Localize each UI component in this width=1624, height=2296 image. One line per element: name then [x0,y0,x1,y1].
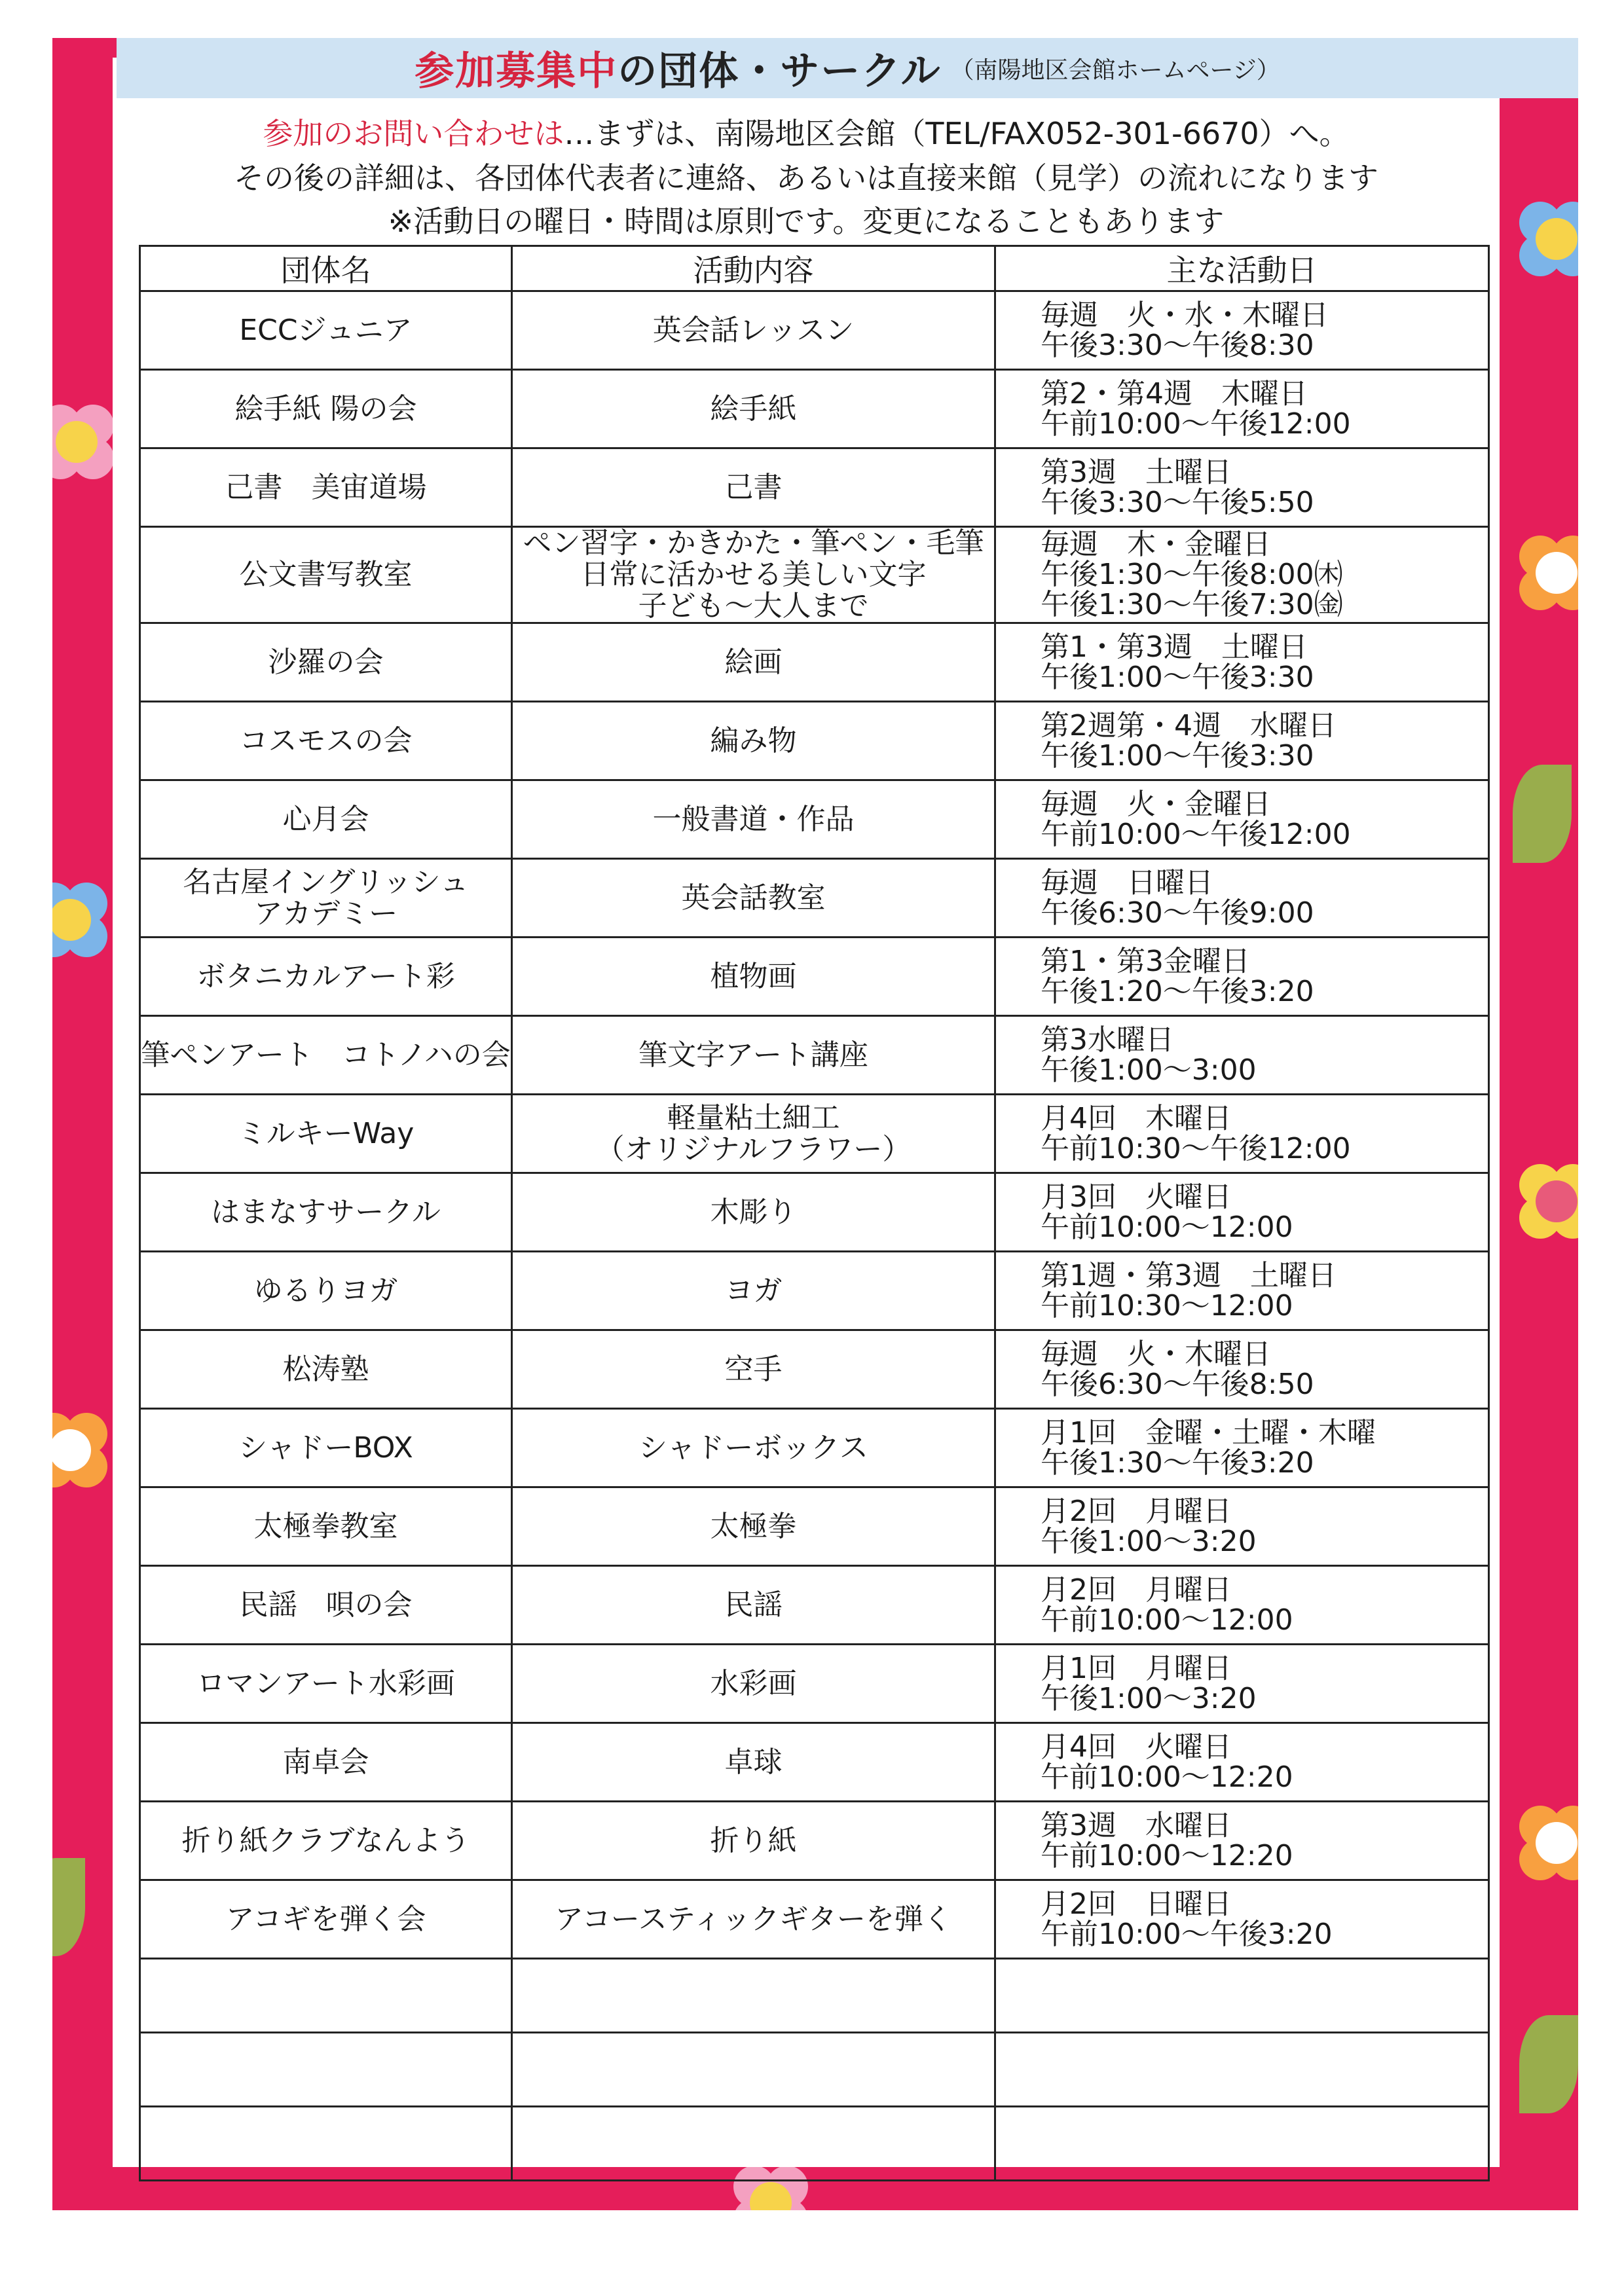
group-name-cell [140,1880,512,1959]
group-name-cell-line: ボタニカルアート彩 [196,959,455,993]
activity-content-cell [512,1566,995,1645]
intro-contact: …まずは、南陽地区会館（TEL/FAX052-301-6670）へ。 [564,116,1350,151]
schedule-cell [995,1487,1489,1566]
empty-cell [140,1959,512,2033]
table-row [140,1330,1489,1409]
schedule-cell [995,1173,1489,1252]
group-name-cell [140,1252,512,1330]
activity-content-cell [512,1880,995,1959]
schedule-cell [995,938,1489,1016]
table-row [140,370,1489,448]
activity-content-cell-line: 英会話教室 [681,881,826,915]
schedule-cell-line: 午後1:00～午後3:30 [1041,738,1314,773]
schedule-cell-line: 午後3:30～午後5:50 [1041,485,1314,519]
group-name-cell [140,1330,512,1409]
activity-content-cell-line: 筆文字アート講座 [638,1038,868,1072]
schedule-cell [995,1723,1489,1802]
leaf-icon [1513,765,1572,863]
schedule-cell-line: 月4回 火曜日 [1041,1730,1232,1764]
schedule-cell [995,1095,1489,1173]
leaf-icon [52,1858,85,1956]
title-highlight: 参加募集中 [415,48,618,94]
schedule-cell-line: 午前10:00～12:00 [1041,1603,1293,1637]
activity-content-cell-line: 一般書道・作品 [652,802,855,836]
empty-cell [512,2107,995,2181]
title-source: （南陽地区会館ホームページ） [950,56,1280,84]
schedule-cell-line: 午後1:30～午後7:30㈮ [1041,588,1343,621]
activity-content-cell [512,291,995,370]
table-row [140,1252,1489,1330]
group-name-cell [140,527,512,623]
page-title: の団体・サークル [618,48,942,94]
schedule-cell [995,623,1489,702]
schedule-cell-line: 月1回 月曜日 [1041,1651,1232,1685]
group-name-cell-line: 折り紙クラブなんよう [181,1823,470,1857]
schedule-cell-line: 月2回 日曜日 [1041,1887,1232,1921]
group-name-cell [140,1723,512,1802]
activity-content-cell [512,1723,995,1802]
activity-content-cell-line: 民謡 [724,1588,783,1622]
table-row [140,623,1489,702]
group-name-cell-line: コスモスの会 [239,723,413,757]
schedule-cell [995,1016,1489,1095]
table-row [140,291,1489,370]
schedule-cell [995,1566,1489,1645]
group-name-cell-line: 沙羅の会 [268,645,384,679]
activity-content-cell-line: ヨガ [724,1273,783,1307]
schedule-cell-line: 第1・第3週 土曜日 [1041,630,1308,664]
schedule-cell-line: 毎週 火・金曜日 [1041,787,1271,821]
schedule-cell-line: 午後3:30～午後8:30 [1041,328,1314,362]
activity-content-cell-line: 己書 [724,470,783,504]
group-name-cell [140,448,512,527]
activity-content-cell-line: （オリジナルフラワー） [595,1132,912,1166]
group-name-cell-line: 公文書写教室 [239,558,413,591]
schedule-cell-line: 午前10:00～12:00 [1041,1210,1293,1244]
schedule-cell-line: 午前10:00～12:20 [1041,1838,1293,1872]
activity-content-cell [512,448,995,527]
table-row [140,1409,1489,1487]
schedule-cell [995,448,1489,527]
schedule-cell-line: 月4回 木曜日 [1041,1101,1232,1135]
schedule-cell-line: 午後1:00～午後3:30 [1041,660,1314,694]
empty-cell [995,2033,1489,2107]
empty-cell [995,1959,1489,2033]
intro-line-2: その後の詳細は、各団体代表者に連絡、あるいは直接来館（見学）の流れになります [234,160,1378,196]
group-name-cell-line: 松涛塾 [282,1352,369,1386]
schedule-cell [995,1645,1489,1723]
circle-table [139,245,1490,2181]
schedule-cell-line: 第3週 水曜日 [1041,1808,1232,1842]
activity-content-cell-line: 太極拳 [710,1509,797,1543]
group-name-cell [140,1566,512,1645]
schedule-cell-line: 第2週第・4週 水曜日 [1041,708,1337,742]
group-name-cell [140,1645,512,1723]
group-name-cell-line: ECCジュニア [239,313,413,347]
table-row [140,702,1489,780]
table-row [140,1487,1489,1566]
activity-content-cell [512,1252,995,1330]
activity-content-cell [512,1330,995,1409]
schedule-cell [995,1880,1489,1959]
activity-content-cell [512,623,995,702]
schedule-cell-line: 毎週 火・木曜日 [1041,1337,1271,1371]
activity-content-cell-line: 空手 [724,1352,783,1386]
schedule-cell [995,370,1489,448]
schedule-cell-line: 午前10:30～12:00 [1041,1288,1293,1322]
activity-content-cell [512,1802,995,1880]
group-name-cell [140,1173,512,1252]
intro-line-1 [113,110,1500,153]
group-name-cell-line: 絵手紙 陽の会 [234,392,417,426]
activity-content-cell [512,859,995,938]
schedule-cell-line: 第3週 土曜日 [1041,455,1232,489]
group-name-cell [140,1016,512,1095]
table-row [140,1723,1489,1802]
group-name-cell [140,291,512,370]
group-name-cell [140,1487,512,1566]
activity-content-cell-line: 軽量粘土細工 [667,1101,840,1135]
group-name-cell-line: ミルキーWay [237,1116,415,1150]
table-row [140,938,1489,1016]
table-row [140,527,1489,623]
schedule-cell-line: 月1回 金曜・土曜・木曜 [1041,1415,1376,1449]
schedule-cell-line: 毎週 日曜日 [1041,866,1213,900]
group-name-cell-line: 筆ペンアート コトノハの会 [141,1038,511,1072]
group-name-cell-line: 太極拳教室 [253,1509,398,1543]
activity-content-cell-line: 英会話レッスン [652,313,855,347]
activity-content-cell [512,527,995,623]
table-row [140,1880,1489,1959]
activity-content-cell-line: 日常に活かせる美しい文字 [580,558,927,591]
schedule-cell-line: 毎週 木・金曜日 [1041,528,1271,561]
table-row [140,1173,1489,1252]
table-row [140,1095,1489,1173]
activity-content-cell-line: 編み物 [710,723,797,757]
activity-content-cell [512,1409,995,1487]
table-row [140,1016,1489,1095]
schedule-cell [995,1409,1489,1487]
group-name-cell-line: アカデミー [253,896,398,930]
activity-content-cell-line: 卓球 [724,1745,783,1779]
table-row [140,1802,1489,1880]
schedule-cell-line: 午後1:00～3:20 [1041,1681,1257,1715]
activity-content-cell [512,1487,995,1566]
schedule-cell-line: 午前10:00～12:20 [1041,1760,1293,1794]
activity-content-cell-line: 折り紙 [710,1823,797,1857]
table-row [140,1566,1489,1645]
group-name-cell-line: ゆるりヨガ [253,1273,398,1307]
schedule-cell-line: 第1週・第3週 土曜日 [1041,1258,1337,1292]
activity-content-cell [512,370,995,448]
activity-content-cell [512,1645,995,1723]
activity-content-cell [512,1173,995,1252]
group-name-cell [140,623,512,702]
group-name-cell-line: 南卓会 [282,1745,369,1779]
activity-content-cell-line: 絵画 [724,645,783,679]
table-row [140,780,1489,859]
schedule-cell-line: 午後1:20～午後3:20 [1041,974,1314,1008]
activity-content-cell-line: 子ども～大人まで [638,589,869,623]
schedule-cell [995,1252,1489,1330]
leaf-icon [1519,2015,1578,2113]
group-name-cell [140,1095,512,1173]
empty-cell [140,2107,512,2181]
schedule-cell-line: 月2回 月曜日 [1041,1573,1232,1607]
table-body [140,291,1489,2181]
activity-content-cell-line: 水彩画 [710,1666,797,1700]
group-name-cell-line: アコギを弾く会 [225,1902,426,1936]
schedule-cell-line: 月3回 火曜日 [1041,1180,1232,1214]
group-name-cell [140,1802,512,1880]
intro-highlight: 参加のお問い合わせは [263,116,564,151]
group-name-cell-line: 心月会 [282,802,369,836]
schedule-cell [995,780,1489,859]
schedule-cell-line: 午後6:30～午後9:00 [1041,896,1314,930]
group-name-cell [140,1409,512,1487]
table-header-row [140,246,1489,291]
schedule-cell [995,291,1489,370]
schedule-cell-line: 毎週 火・水・木曜日 [1041,298,1329,332]
schedule-cell-line: 午後6:30～午後8:50 [1041,1367,1314,1401]
activity-content-cell [512,1016,995,1095]
group-name-cell [140,780,512,859]
schedule-cell-line: 午前10:00～午後3:20 [1041,1917,1333,1951]
schedule-cell-line: 午前10:30～午後12:00 [1041,1131,1351,1165]
activity-content-cell-line: アコースティックギターを弾く [555,1902,952,1936]
schedule-cell-line: 午後1:30～午後8:00㈭ [1041,558,1343,591]
schedule-cell [995,859,1489,938]
activity-content-cell [512,702,995,780]
activity-content-cell-line: 木彫り [710,1195,797,1229]
schedule-cell-line: 月2回 月曜日 [1041,1494,1232,1528]
table-row [140,1645,1489,1723]
schedule-cell [995,702,1489,780]
schedule-cell-line: 午後1:30～午後3:20 [1041,1446,1314,1480]
empty-table-row [140,1959,1489,2033]
activity-content-cell-line: 絵手紙 [710,392,797,426]
empty-cell [512,1959,995,2033]
group-name-cell-line: 己書 美宙道場 [225,470,427,504]
empty-table-row [140,2107,1489,2181]
schedule-cell-line: 午前10:00～午後12:00 [1041,407,1351,441]
activity-content-cell [512,938,995,1016]
schedule-cell-line: 午後1:00～3:00 [1041,1053,1257,1087]
schedule-cell-line: 第3水曜日 [1041,1023,1174,1057]
group-name-cell-line: はまなすサークル [211,1195,441,1229]
intro-line-3: ※活動日の曜日・時間は原則です。変更になることもあります [388,204,1225,239]
activity-content-cell-line: 植物画 [710,959,797,993]
group-name-cell [140,702,512,780]
empty-cell [512,2033,995,2107]
group-name-cell-line: シャドーBOX [238,1430,413,1465]
activity-content-cell [512,1095,995,1173]
group-name-cell-line: ロマンアート水彩画 [196,1666,455,1700]
empty-cell [995,2107,1489,2181]
column-header-content: 活動内容 [512,246,995,291]
empty-table-row [140,2033,1489,2107]
group-name-cell [140,370,512,448]
empty-cell [140,2033,512,2107]
activity-content-cell-line: ペン習字・かきかた・筆ペン・毛筆 [523,526,984,560]
schedule-cell [995,527,1489,623]
schedule-cell [995,1330,1489,1409]
schedule-cell-line: 第2・第4週 木曜日 [1041,376,1308,410]
table-row [140,859,1489,938]
group-name-cell-line: 民謡 唄の会 [239,1588,413,1622]
schedule-cell-line: 午前10:00～午後12:00 [1041,817,1351,851]
activity-content-cell [512,780,995,859]
title-bar [117,38,1578,98]
group-name-cell-line: 名古屋イングリッシュ [183,865,469,899]
schedule-cell [995,1802,1489,1880]
group-name-cell [140,859,512,938]
schedule-cell-line: 午後1:00～3:20 [1041,1524,1257,1558]
group-name-cell [140,938,512,1016]
column-header-schedule: 主な活動日 [995,246,1489,291]
table-row [140,448,1489,527]
column-header-name: 団体名 [140,246,512,291]
activity-content-cell-line: シャドーボックス [638,1430,868,1465]
schedule-cell-line: 第1・第3金曜日 [1041,944,1250,978]
